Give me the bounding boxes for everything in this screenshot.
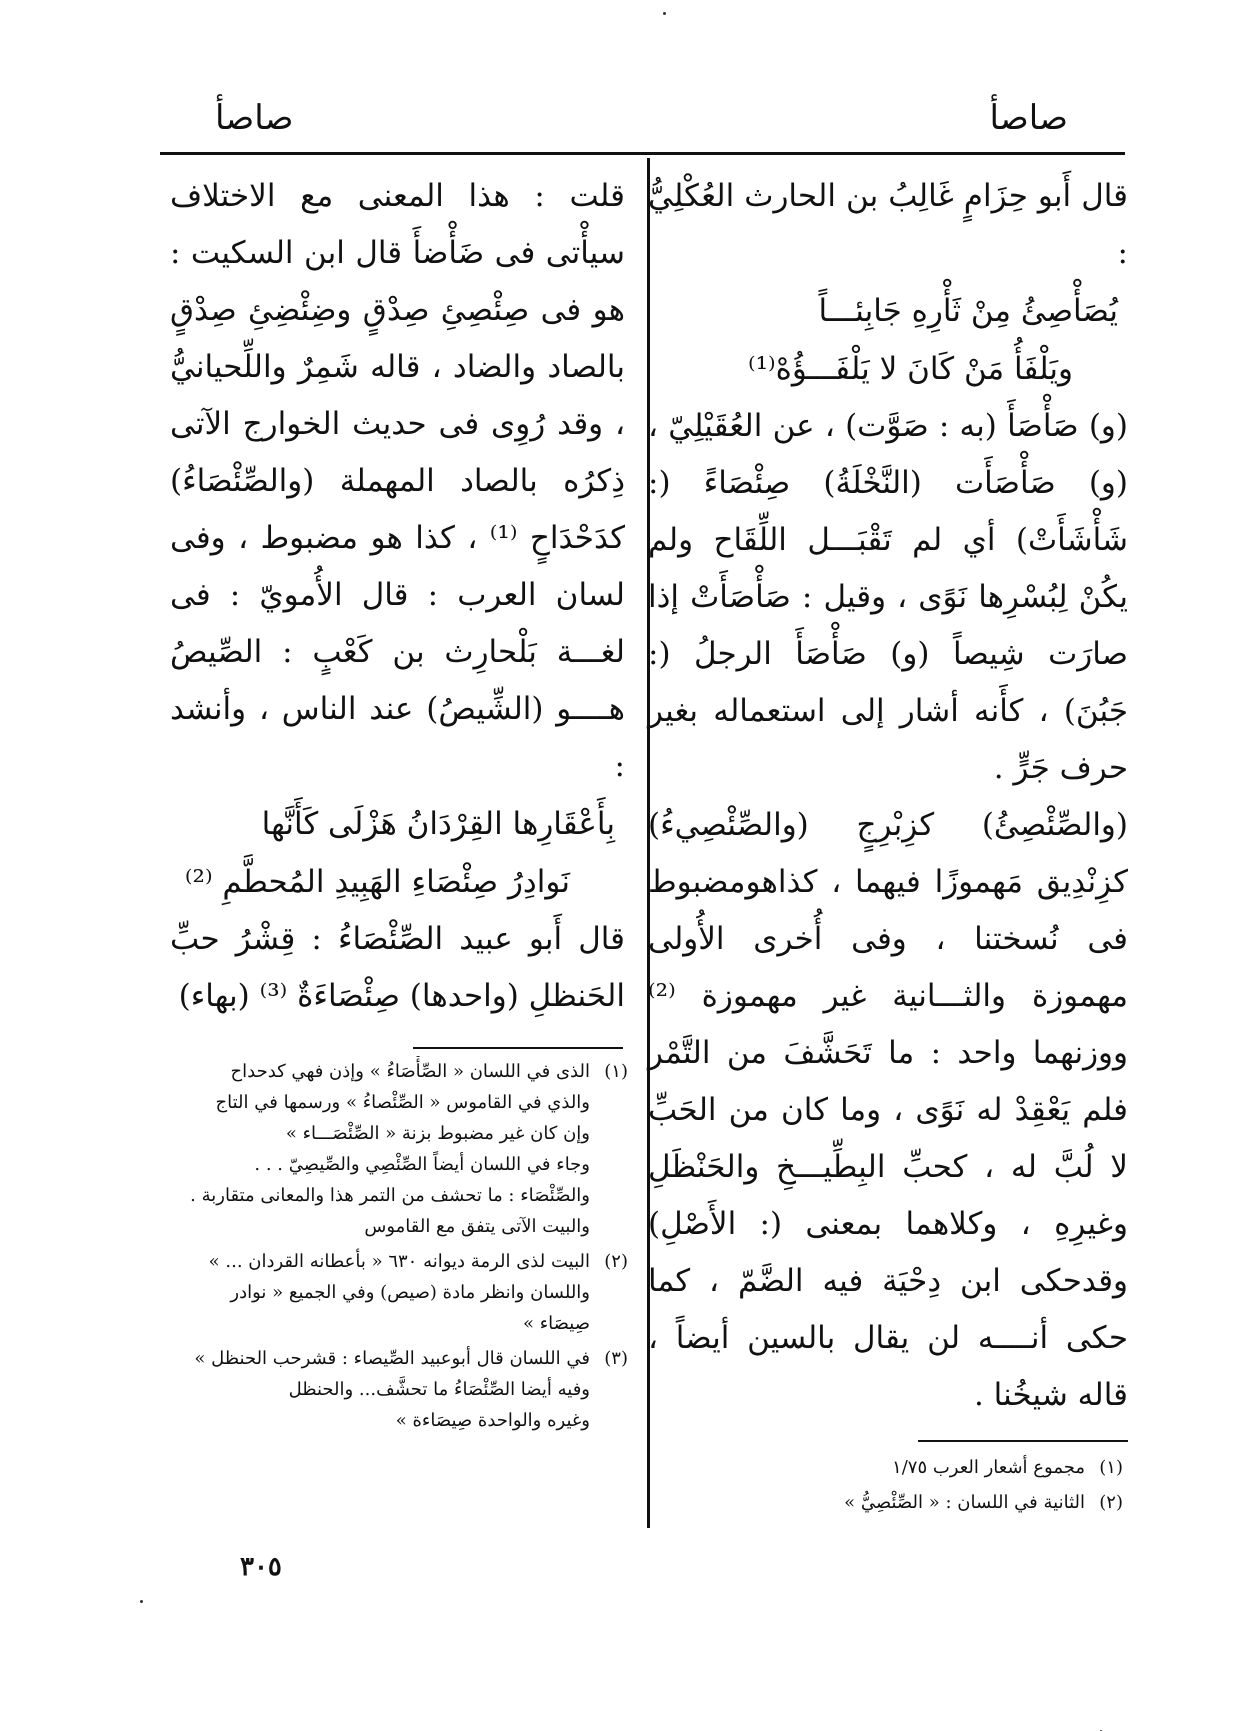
footnote-number: (١) xyxy=(1099,1457,1123,1478)
footnote-number: (٣) xyxy=(604,1348,628,1369)
footnote-line: في اللسان قال أبوعبيد الصِّيصاء : قشرحب الحنظل » xyxy=(194,1348,590,1369)
footnote-line: وغيره والواحدة صِيصَاءة » xyxy=(395,1410,590,1431)
right-column xyxy=(648,168,1128,1424)
footnote-line: الذى في اللسان « الصِّأْصَاءُ » وإذن فهي كدحداح xyxy=(230,1061,590,1082)
footnote-line: وجاء في اللسان أيضاً الصِّئْصِي والصِّيصِيّ . . . xyxy=(254,1154,590,1175)
right-footnote-rule xyxy=(918,1440,1128,1442)
scan-speck xyxy=(140,1600,143,1603)
right-paragraph-2: (والصِّئْصِئُ) كزِبْرِجٍ (والصِّئْصِيءُ) كزِنْدِيق مَهموزًا فيهما ، كذاهومضبوط فى نُسختنا ، وفى أُخرى الأُولى مهموزة والثـــانية غير مهموزة ⁽²⁾ ووزنهما واحد : ما تَحَشَّفَ من التَّمْر فلم يَعْقِدْ له نَوًى ، وما كان من الحَبِّ لا لُبَّ له ، كحبِّ البِطِّيـــخِ والحَنْظَلِ وغيرِهِ ، وكلاهما بمعنى (: الأَصْلِ) وقدحكى ابن دِحْيَة فيه الضَّمّ ، كما حكى أنــــه لن يقال بالسين أيضاً ، قاله شيخُنا . xyxy=(648,807,1128,1413)
footnote xyxy=(663,1452,1123,1483)
scan-speck xyxy=(663,12,666,15)
left-paragraph-1: قلت : هذا المعنى مع الاختلاف سيأْتى فى ضَأْضأَ قال ابن السكيت : هو فى صِئْصِئِ صِدْقٍ وضِئْضِئِ صِدْقٍ بالصاد والضاد ، قاله شَمِرٌ واللِّحيانيُّ ، وقد رُوِى فى حديث الخوارج الآتى ذِكرُه بالصاد المهملة (والصِّئْصَاءُ) كدَحْدَاحٍ ⁽¹⁾ ، كذا هو مضبوط ، وفى لسان العرب : قال الأُمويّ : فى لغـــة بَلْحارِث بن كَعْبٍ : الصِّيصُ هــــو (الشِّيصُ) عند الناس ، وأنشد : xyxy=(170,178,625,784)
left-paragraph-2: قال أَبو عبيد الصِّئْصَاءُ : قِشْرُ حبِّ الحَنظلِ (واحدها) صِئْصَاءَةٌ ⁽³⁾ (بهاء) xyxy=(170,921,625,1014)
left-verse-line-2: نَوادِرُ صِئْصَاءِ الهَبِيدِ المُحطَّمِ ⁽²⁾ xyxy=(184,864,570,900)
footnote-line: صِيصَاء » xyxy=(522,1313,590,1334)
footnote-number: (٢) xyxy=(1099,1492,1123,1513)
footnote-line: وفيه أيضا الصِّئْصَاءُ ما تحشَّف... والحنظل xyxy=(288,1379,590,1400)
footnote xyxy=(168,1056,628,1242)
left-column xyxy=(170,168,625,1025)
footnote-line: الثانية في اللسان : « الصِّئْصِيُّ » xyxy=(844,1492,1085,1513)
footnote-line: البيت لذى الرمة ديوانه ٦٣٠ « بأعطانه القردان ... » xyxy=(208,1251,590,1272)
footnote-line: واللسان وانظر مادة (صيص) وفي الجميع « نوادر xyxy=(230,1282,590,1303)
page-number: ٣٠٥ xyxy=(240,1552,282,1582)
right-paragraph-1: (و) صَأْصَأَ (به : صَوَّت) ، عن العُقَيْلِيّ ، (و) صَأْصَأَت (النَّخْلَةُ) صِئْصَاءً (: شَأْشَأَتْ) أي لم تَقْبَـــل اللِّقَاح ولم يكُنْ لِبُسْرِها نَوًى ، وقيل : صَأْصَأَتْ إذا صارَت شِيصاً (و) صَأْصَأَ الرجلُ (: جَبُنَ) ، كأَنه أشار إلى استعماله بغير حرف جَرٍّ . xyxy=(648,408,1128,786)
footnote-number: (١) xyxy=(604,1061,628,1082)
header-rule xyxy=(160,152,1125,155)
footnote-line: والبيت الآتى يتفق مع القاموس xyxy=(364,1216,590,1237)
footnote-line: مجموع أشعار العرب ١/٧٥ xyxy=(892,1457,1085,1478)
running-head-left: صاصأ xyxy=(215,98,294,138)
footnote-number: (٢) xyxy=(604,1251,628,1272)
footnote xyxy=(663,1487,1123,1518)
footnote xyxy=(168,1246,628,1339)
footnote-line: والذي في القاموس « الصِّئْصاءُ » ورسمها في التاج xyxy=(215,1092,590,1113)
left-verse-line-1: بِأَعْقَارِها القِرْدَانُ هَزْلَى كَأَنَّها xyxy=(261,806,615,842)
footnote xyxy=(168,1343,628,1436)
right-intro: قال أَبو حِزَامٍ غَالِبُ بن الحارث العُكْلِيُّ : xyxy=(648,178,1128,271)
right-verse-line-1: يُصَأْصِئُ مِنْ ثَأْرِهِ جَابِئـــاً xyxy=(818,293,1118,329)
right-footnotes xyxy=(663,1452,1123,1522)
left-footnotes xyxy=(168,1056,628,1440)
footnote-line: والصِّئْصَاء : ما تحشف من التمر هذا والمعانى متقاربة . xyxy=(190,1185,590,1206)
left-footnote-rule xyxy=(413,1047,623,1049)
footnote-line: وإن كان غير مضبوط بزنة « الصِّئْصَـــاء » xyxy=(285,1123,590,1144)
right-verse-line-2: ويَلْفَأُ مَنْ كَانَ لا يَلْفَـــؤُهْ⁽¹⁾ xyxy=(747,351,1073,387)
running-head-right: صاصأ xyxy=(989,98,1068,138)
